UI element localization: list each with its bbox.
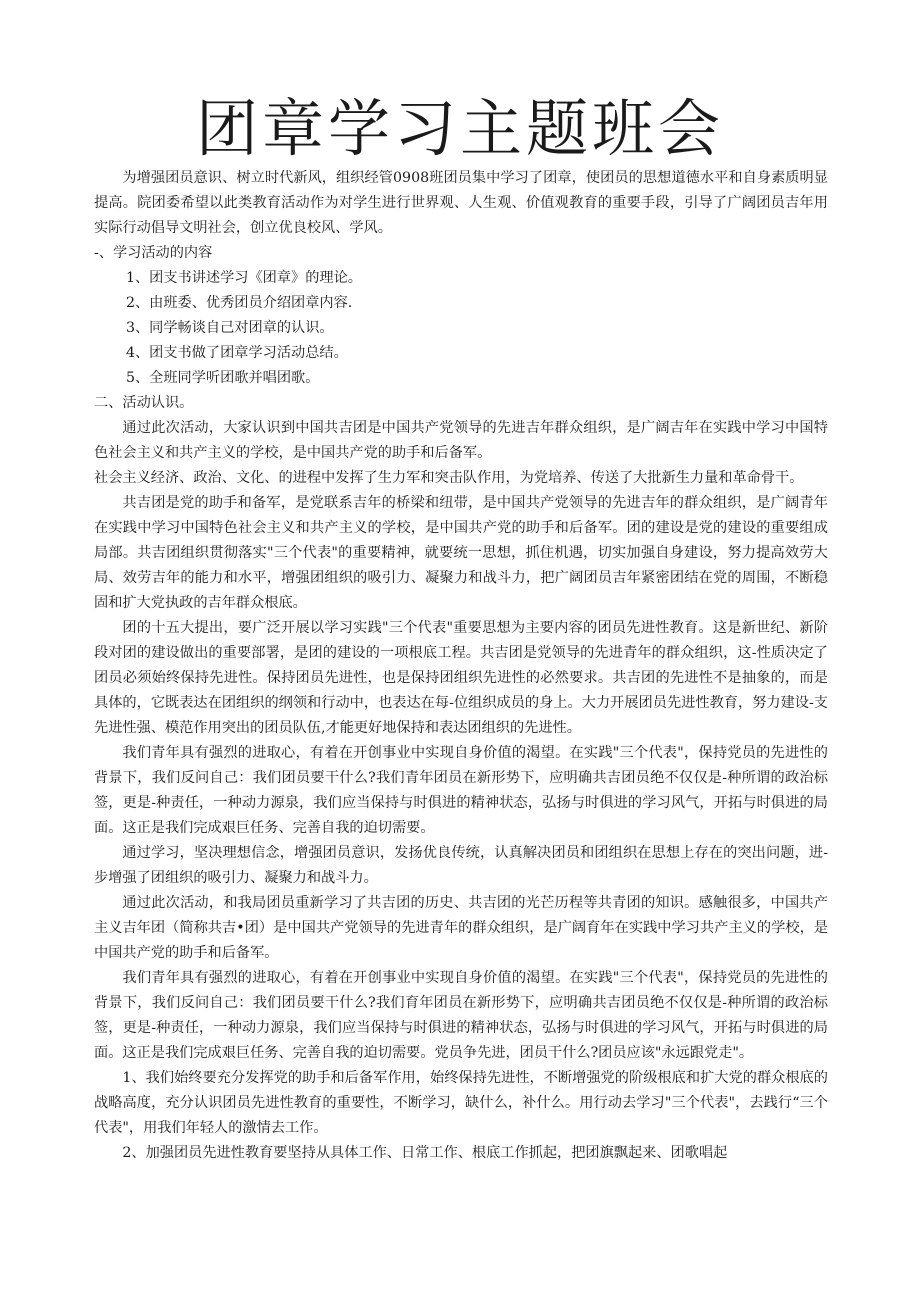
body-paragraph: 共吉团是党的助手和备军，是党联系吉年的桥梁和纽带，是中国共产党领导的先进吉年的群众组织，是广阔青年在实践中学习中国特色社会主义和共产主义的学校，是中国共产党的助手和后备军。团的建设是党的建设的重要组成局部。共吉团组织贯彻落实"三个代表"的重要精神，就要统一思想，抓住机遇，切实加强自身建设，努力提高效劳大局、效劳吉年的能力和水平，增强团组织的吸引力、凝聚力和战斗力，把广阔团员吉年紧密团结在党的周围，不断稳固和扩大党执政的吉年群众根底。 [94,495,828,611]
list-item: 2、由班委、优秀团员介绍团章内容. [125,295,353,311]
body-paragraph: 通过学习，坚决理想信念，增强团员意识，发扬优良传统，认真解决团员和团组织在思想上存在的突出问题，进-步增强了团组织的吸引力、凝聚力和战斗力。 [94,845,828,886]
numbered-paragraph: 1、我们始终要充分发挥党的助手和后备军作用，始终保持先进性，不断增强党的阶级根底和扩大党的群众根底的战略高度，充分认识团员先进性教育的重要性，不断学习，缺什么，补什么。用行动去学习"三个代表"，去践行“三个代表"，用我们年轻人的激情去工作。 [94,1070,828,1136]
document-title: 团章学习主题班会 [195,92,724,165]
list-item: 3、同学畅谈自己对团章的认识。 [125,320,334,336]
numbered-paragraph: 2、加强团员先进性教育要坚持从具体工作、日常工作、根底工作抓起，把团旗飘起来、团歌唱起 [122,1145,728,1161]
document-body [94,166,828,1166]
section-heading-content: -、学习活动的内容 [94,245,213,261]
body-paragraph: 通过此次活动，大家认识到中国共吉团是中国共产党领导的先进吉年群众组织，是广阔吉年在实践中学习中国特色社会主义和共产主义的学校，是中国共产党的助手和后备军。 [94,420,828,461]
section-heading-understanding: 二、活动认识。 [94,395,194,411]
intro-paragraph: 为增强团员意识、树立时代新风，组织经管0908班团员集中学习了团章，使团员的思想道德水平和自身素质明显提高。院团委希望以此类教育活动作为对学生进行世界观、人生观、价值观教育的重要手段，引导了广阔团员吉年用实际行动倡导文明社会，创立优良校风、学风。 [94,170,828,236]
body-paragraph: 社会主义经济、政治、文化、的进程中发挥了生力军和突击队作用，为党培养、传送了大批新生力量和革命骨干。 [94,470,804,486]
list-item: 5、全班同学听团歌并唱团歌。 [125,370,320,386]
list-item: 4、团支书做了团章学习活动总结。 [125,345,348,361]
body-paragraph: 我们青年具有强烈的进取心，有着在开创事业中实现自身价值的渴望。在实践"三个代表"，保持党员的先进性的背景下，我们反问自己：我们团员要干什么?我们青年团员在新形势下，应明确共吉团员绝不仅仅是-种所谓的政治标签，更是-种责任，一种动力源泉，我们应当保持与时俱进的精神状态，弘扬与时俱进的学习风气，开拓与时俱进的局面。这正是我们完成艰巨任务、完善自我的迫切需要。 [94,745,828,836]
body-paragraph: 我们青年具有强烈的进取心，有着在开创事业中实现自身价值的渴望。在实践"三个代表"，保持党员的先进性的背景下，我们反问自己：我们团员要干什么?我们育年团员在新形势下，应明确共吉团员绝不仅仅是-种所谓的政治标签，更是-种责任，一种动力源泉，我们应当保持与时俱进的精神状态，弘扬与时俱进的学习风气，开拓与时俱进的局面。这正是我们完成艰巨任务、完善自我的迫切需要。党员争先进，团员干什么?团员应该"永远跟党走"。 [94,970,828,1061]
body-paragraph: 团的十五大提出，要广泛开展以学习实践"三个代表"重要思想为主要内容的团员先进性教育。这是新世纪、新阶段对团的建设做出的重要部署，是团的建设的一项根底工程。共吉团是党领导的先进青年的群众组织，这-性质决定了团员必须始终保持先进性。保持团员先进性，也是保持团组织先进性的必然要求。共吉团的先进性不是抽象的，而是具体的，它既表达在团组织的纲领和行动中，也表达在每-位组织成员的身上。大力开展团员先进性教育，努力建设-支先进性强、模范作用突出的团员队伍,才能更好地保持和表达团组织的先进性。 [94,620,828,736]
body-paragraph: 通过此次活动，和我局团员重新学习了共吉团的历史、共吉团的光芒历程等共青团的知识。感触很多，中国共产主义吉年团（简称共吉•团）是中国共产党领导的先进青年的群众组织，是广阔育年在实践中学习共产主义的学校，是中国共产党的助手和后备军。 [94,895,828,961]
list-item: 1、团支书讲述学习《团章》的理论。 [125,270,362,286]
